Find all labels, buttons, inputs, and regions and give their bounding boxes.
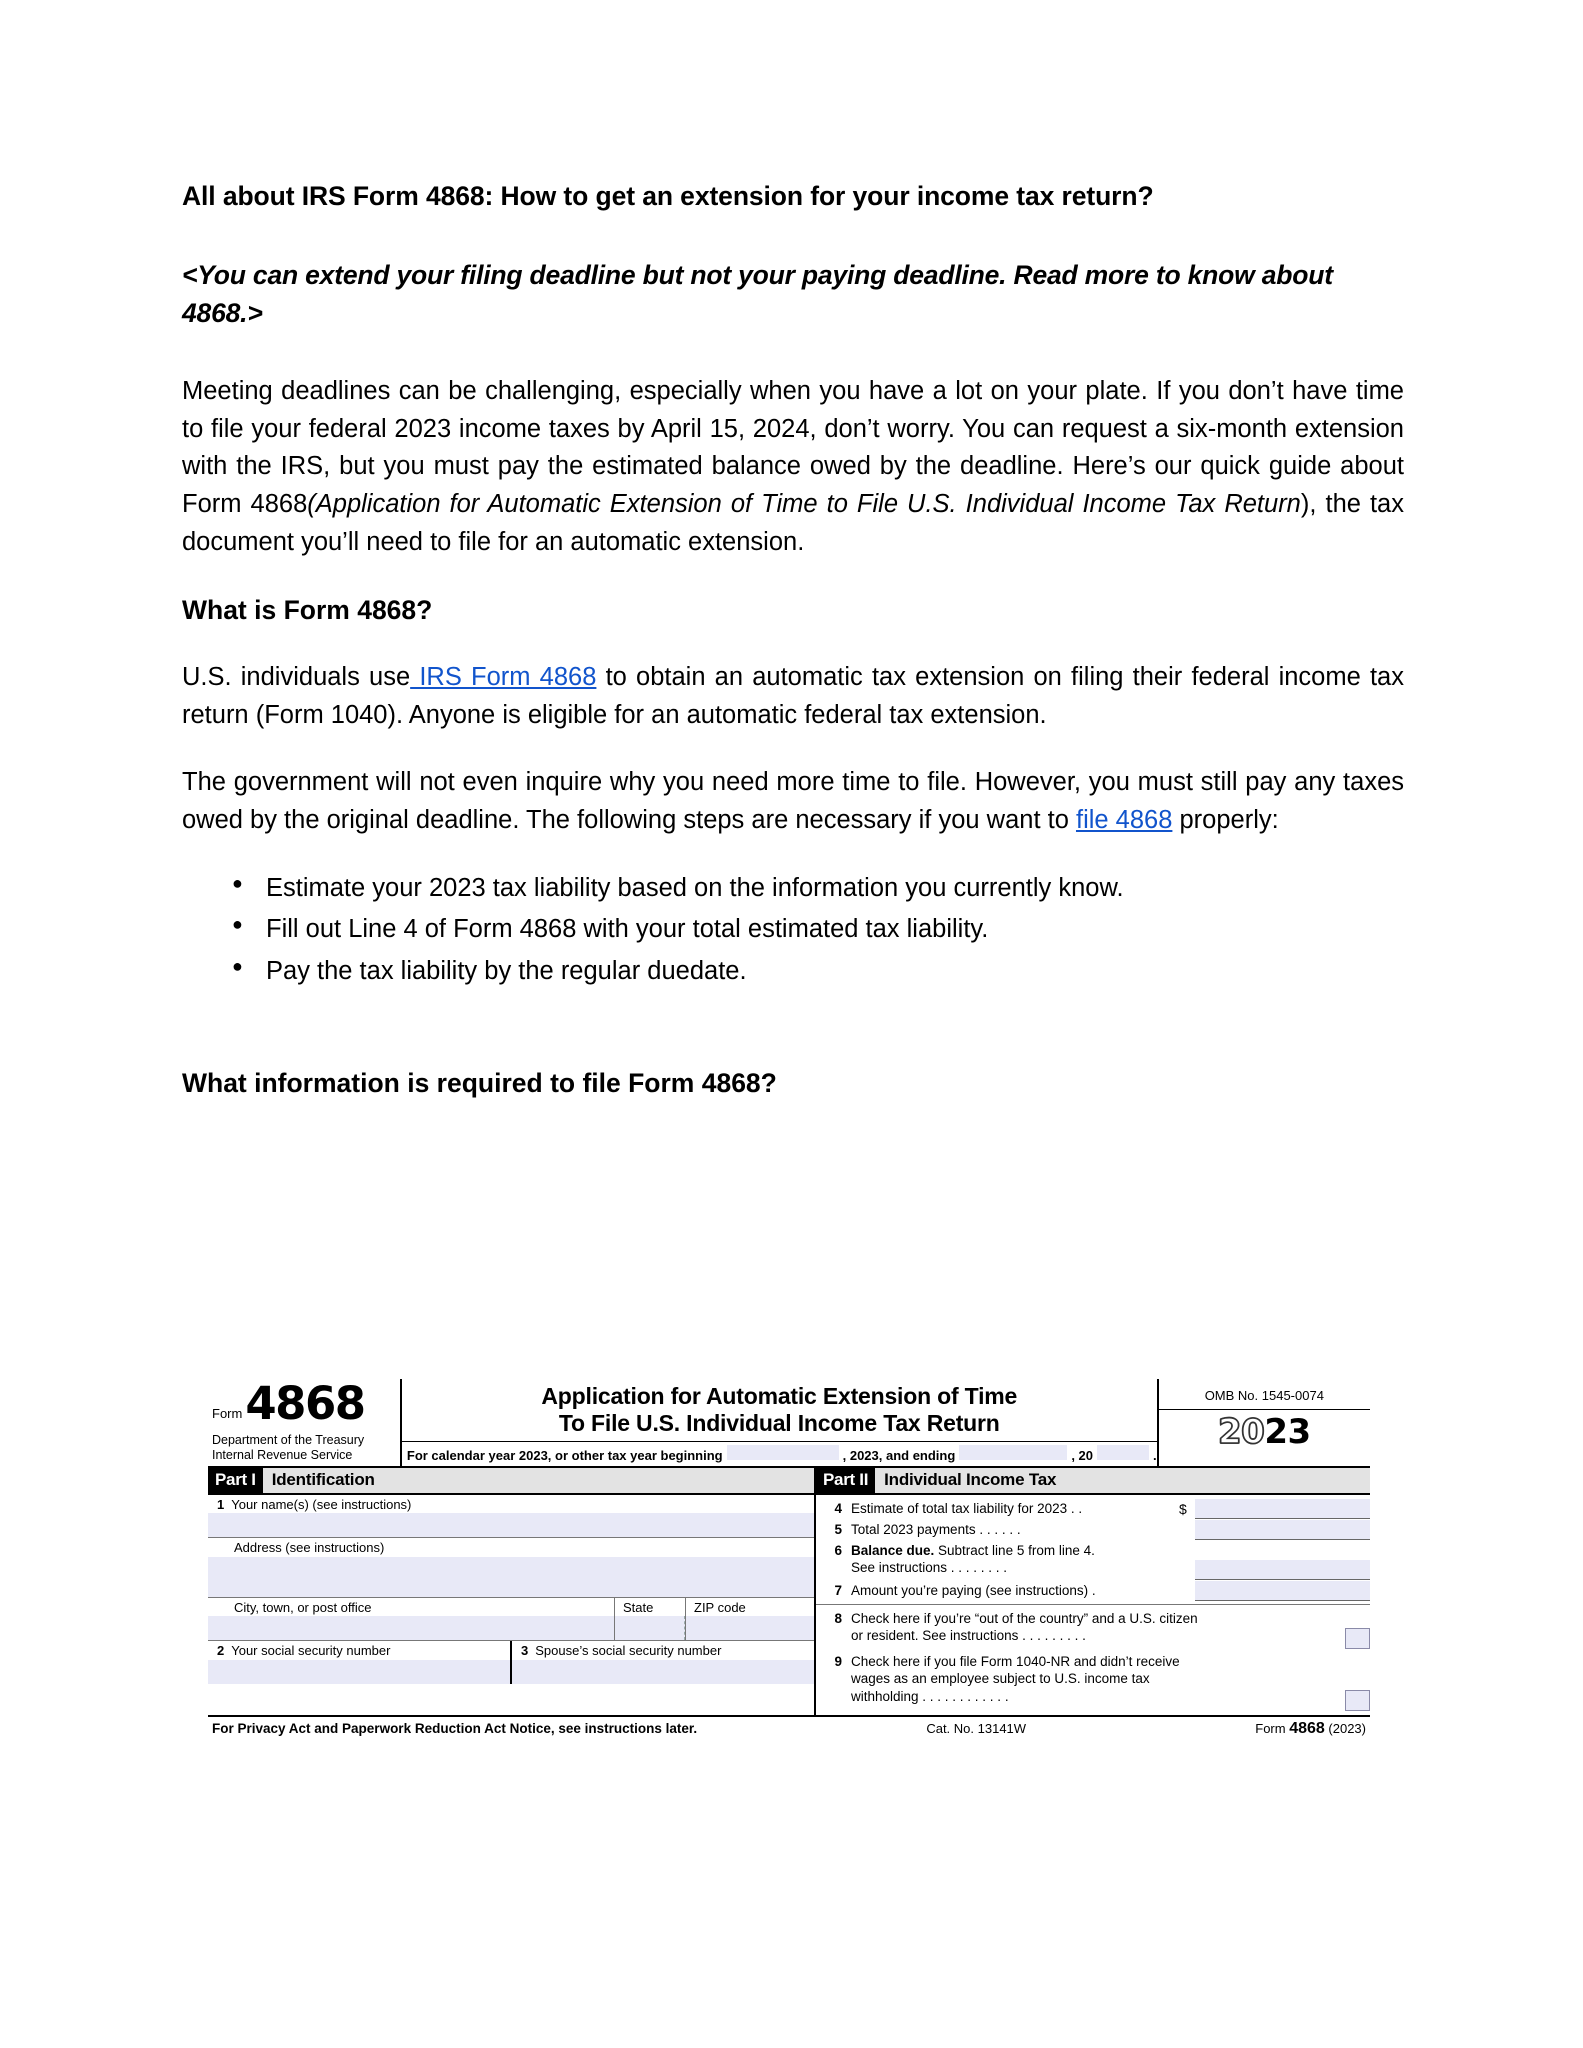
spacer <box>182 995 1404 1035</box>
field-zip <box>686 1598 814 1641</box>
field-your-ssn-label <box>208 1641 510 1660</box>
field-city-state-zip <box>208 1598 814 1642</box>
part-1-bar <box>208 1468 814 1495</box>
calendar-year-row <box>402 1441 1157 1465</box>
line-6-number: 6 <box>834 1542 842 1558</box>
footer-form-prefix: Form <box>1255 1720 1290 1736</box>
line-4-amount-input[interactable] <box>1195 1499 1370 1519</box>
state-input[interactable] <box>615 1616 685 1640</box>
steps-list <box>182 870 1404 991</box>
form-footer <box>208 1715 1370 1738</box>
calendar-year-mid: , 2023, and ending <box>842 1448 956 1464</box>
intro-paragraph <box>182 373 1404 562</box>
part-2-label: Part II <box>816 1468 875 1493</box>
line-6-bold-prefix: Balance due. <box>851 1542 935 1558</box>
line-8-text <box>851 1608 1335 1646</box>
field-your-ssn-number: 2 <box>217 1643 225 1659</box>
line-6 <box>816 1540 1370 1580</box>
calendar-year-end: , 20 <box>1071 1448 1093 1464</box>
your-ssn-input[interactable] <box>208 1660 510 1684</box>
line-7 <box>816 1580 1370 1604</box>
field-ssn-row <box>208 1641 814 1684</box>
definition-text-pre: U.S. individuals use <box>182 662 411 691</box>
definition-text-post: to obtain an automatic tax extension on filing their federal income tax return (Form 1040). Anyone is eligible for an automatic federal tax extension. <box>182 662 1404 729</box>
footer-form-number <box>1255 1720 1370 1738</box>
footer-form-num: 4868 <box>1289 1719 1325 1737</box>
irs-form-4868-image <box>208 1379 1370 1738</box>
paragraph-definition <box>182 659 1404 734</box>
line-7-amount-input[interactable] <box>1195 1581 1370 1601</box>
form-header-right <box>1157 1379 1370 1466</box>
field-your-name-number: 1 <box>217 1496 225 1512</box>
spouse-ssn-input[interactable] <box>512 1660 814 1684</box>
omb-number: OMB No. 1545-0074 <box>1159 1379 1370 1410</box>
spacer <box>182 840 1404 870</box>
field-city-label: City, town, or post office <box>234 1599 372 1615</box>
list-item: ● Pay the tax liability by the regular duedate. <box>266 953 1404 991</box>
spacer <box>182 734 1404 764</box>
irs-form-4868-link[interactable]: IRS Form 4868 <box>410 662 597 691</box>
line-8-number: 8 <box>834 1610 842 1626</box>
part-2-lines <box>816 1495 1370 1715</box>
line-9-third-line: withholding . . . . . . . . . . . . <box>851 1689 1009 1705</box>
tax-year-end-input[interactable] <box>959 1445 1067 1460</box>
line-5-amount-input[interactable] <box>1195 1520 1370 1540</box>
paragraph-steps-intro <box>182 764 1404 839</box>
subtitle-callout: <You can extend your filing deadline but not your paying deadline. Read more to know about 4868.> <box>182 259 1333 329</box>
line-9-first-line: Check here if you file Form 1040-NR and didn’t receive <box>851 1653 1180 1669</box>
tax-year-begin-input[interactable] <box>727 1445 839 1460</box>
intro-text-part1: Meeting deadlines can be challenging, especially when you have a lot on your plate. If you don’t have time to file your federal 2023 income taxes by April 15, 2024, don’t worry. You can request a six-month extension with the IRS, but you must pay the estimated balance owed by the deadline. Here’s our quick guide about Form 4868 <box>182 377 1404 519</box>
field-your-name-text: Your name(s) (see instructions) <box>231 1496 412 1512</box>
field-your-ssn <box>208 1641 512 1684</box>
list-item: ● Fill out Line 4 of Form 4868 with your total estimated tax liability. <box>266 911 1404 949</box>
tax-year-display <box>1159 1410 1370 1455</box>
form-part-1 <box>208 1468 816 1715</box>
heading-what-is-form: What is Form 4868? <box>182 594 433 625</box>
line-9-text <box>851 1651 1335 1706</box>
calendar-year-period: . <box>1153 1448 1157 1464</box>
line-5-text: Total 2023 payments . . . . . . <box>851 1521 1021 1537</box>
zip-input[interactable] <box>686 1616 814 1640</box>
form-number: 4868 <box>245 1377 365 1430</box>
field-spouse-ssn-number: 3 <box>521 1643 529 1659</box>
form-title-line-2: To File U.S. Individual Income Tax Return <box>558 1409 1000 1436</box>
line-9-number: 9 <box>834 1653 842 1669</box>
tax-year-prefix: 20 <box>1217 1412 1265 1452</box>
steps-text-post: properly: <box>1172 805 1279 834</box>
line-8-second-line: or resident. See instructions . . . . . . . . . <box>851 1628 1086 1644</box>
catalog-number: Cat. No. 13141W <box>926 1720 1027 1736</box>
field-address-label: Address (see instructions) <box>234 1540 385 1556</box>
your-name-input[interactable] <box>208 1513 814 1537</box>
list-item: ● Estimate your 2023 tax liability based on the information you currently know. <box>266 870 1404 908</box>
form-identifier <box>212 1377 400 1430</box>
field-address <box>208 1538 814 1598</box>
line-9-checkbox[interactable] <box>1345 1690 1370 1711</box>
spacer <box>182 562 1404 592</box>
department-line-2: Internal Revenue Service <box>212 1448 353 1463</box>
line-7-number: 7 <box>834 1582 842 1598</box>
file-4868-link[interactable]: file 4868 <box>1075 805 1173 834</box>
form-part-2 <box>816 1468 1370 1715</box>
city-input[interactable] <box>208 1616 614 1640</box>
part-2-title: Individual Income Tax <box>884 1469 1057 1489</box>
field-city <box>208 1598 615 1641</box>
spacer <box>182 629 1404 659</box>
form-header-middle <box>402 1379 1157 1466</box>
tax-year-suffix: 23 <box>1264 1412 1311 1452</box>
line-5 <box>816 1519 1370 1540</box>
field-state <box>615 1598 686 1641</box>
form-department <box>212 1433 400 1464</box>
form-header <box>208 1379 1370 1468</box>
part-1-title: Identification <box>271 1469 375 1489</box>
field-state-label: State <box>623 1599 654 1615</box>
address-input[interactable] <box>208 1557 814 1597</box>
calendar-year-pre: For calendar year 2023, or other tax year beginning <box>406 1448 723 1464</box>
line-6-amount-input[interactable] <box>1195 1560 1370 1580</box>
footer-form-year: (2023) <box>1324 1720 1366 1736</box>
intro-text-part2: ), the tax document you’ll need to file for an automatic extension. <box>182 490 1404 556</box>
spacer <box>182 1035 1404 1065</box>
page-title: All about IRS Form 4868: How to get an extension for your income tax return? <box>182 181 1154 211</box>
line-6-second-line: See instructions . . . . . . . . <box>851 1560 1008 1576</box>
steps-text-pre: The government will not even inquire why you need more time to file. However, you must still pay any taxes owed by the original deadline. The following steps are necessary if you want to <box>182 768 1404 834</box>
form-title-line-1: Application for Automatic Extension of Time <box>541 1383 1018 1409</box>
form-word-label: Form <box>212 1406 243 1421</box>
department-line-1: Department of the Treasury <box>212 1433 365 1447</box>
field-spouse-ssn-label <box>512 1641 814 1660</box>
article-content <box>182 178 1404 1102</box>
line-4-dollar-sign: $ <box>1179 1500 1187 1517</box>
field-spouse-ssn-text: Spouse’s social security number <box>535 1643 722 1659</box>
line-9-second-line: wages as an employee subject to U.S. income tax <box>851 1671 1150 1687</box>
field-spouse-ssn <box>512 1641 814 1684</box>
field-your-ssn-text: Your social security number <box>231 1643 391 1659</box>
line-6-text <box>851 1540 1179 1578</box>
intro-text-italic: (Application for Automatic Extension of Time to File U.S. Individual Income Tax Return <box>307 490 1301 519</box>
line-5-number: 5 <box>834 1521 842 1537</box>
line-8 <box>816 1605 1370 1649</box>
field-your-name <box>208 1495 814 1539</box>
line-7-text: Amount you’re paying (see instructions) . <box>851 1582 1096 1598</box>
spacer <box>182 216 1404 256</box>
line-6-rest: Subtract line 5 from line 4. <box>934 1542 1095 1558</box>
line-4-text: Estimate of total tax liability for 2023 . . <box>851 1500 1083 1516</box>
form-body <box>208 1468 1370 1715</box>
privacy-notice: For Privacy Act and Paperwork Reduction Act Notice, see instructions later. <box>212 1720 698 1736</box>
field-your-name-label <box>208 1495 814 1514</box>
part-1-label: Part I <box>208 1468 263 1493</box>
form-header-left <box>208 1379 402 1466</box>
line-9 <box>816 1649 1370 1715</box>
field-zip-label: ZIP code <box>694 1599 746 1615</box>
line-4 <box>816 1498 1370 1519</box>
line-8-checkbox[interactable] <box>1345 1628 1370 1649</box>
tax-year-end-yy-input[interactable] <box>1097 1445 1149 1460</box>
part-2-bar <box>816 1468 1370 1495</box>
spacer <box>182 333 1404 373</box>
heading-what-info-required: What information is required to file Form 4868? <box>182 1067 777 1098</box>
line-8-first-line: Check here if you’re “out of the country” and a U.S. citizen <box>851 1610 1198 1626</box>
line-4-number: 4 <box>834 1500 842 1516</box>
